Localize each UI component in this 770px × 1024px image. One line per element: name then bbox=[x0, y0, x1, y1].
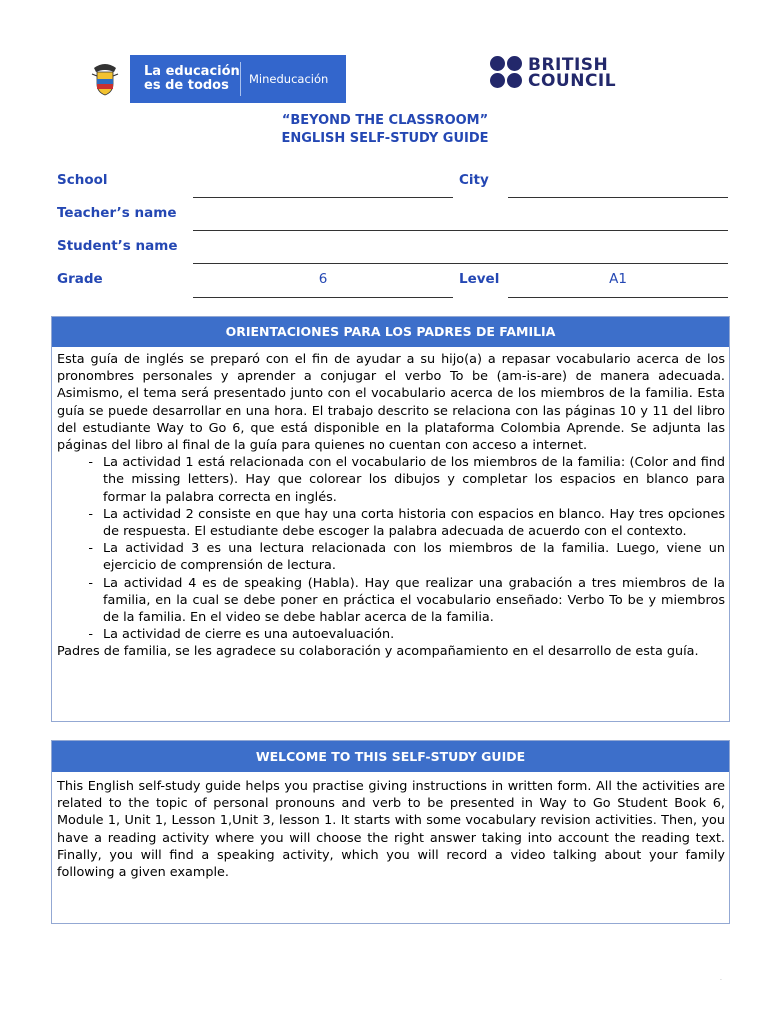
logo-divider bbox=[240, 62, 241, 96]
list-item: - La actividad 2 consiste en que hay una corta historia con espacios en blanco. Hay tres opciones de respuesta. El estudiante debe escoger la palabra adecuada de acuerdo con el contexto. bbox=[88, 506, 725, 540]
parents-closing: Padres de familia, se les agradece su colaboración y acompañamiento en el desarrollo de esta guía. bbox=[57, 644, 699, 660]
page-mark: . bbox=[720, 975, 722, 982]
list-item: - La actividad de cierre es una autoevaluación. bbox=[88, 627, 395, 643]
level-label: Level bbox=[459, 271, 500, 287]
doc-title-line-1: “BEYOND THE CLASSROOM” bbox=[281, 113, 489, 128]
british-council-dots-icon bbox=[490, 56, 522, 90]
welcome-heading: WELCOME TO THIS SELF-STUDY GUIDE bbox=[52, 741, 729, 772]
doc-title-line-2: ENGLISH SELF-STUDY GUIDE bbox=[281, 131, 489, 146]
bc-line-2: COUNCIL bbox=[528, 71, 617, 91]
city-label: City bbox=[459, 172, 489, 188]
grade-label: Grade bbox=[57, 271, 103, 287]
list-item: - La actividad 1 está relacionada con el vocabulario de los miembros de la familia: (Color and find the missing letters). Hay que colorear los dibujos y completar los espacios en blanco para formar la palabra correcta en inglés. bbox=[88, 455, 725, 505]
teacher-field[interactable] bbox=[193, 230, 728, 231]
level-field[interactable] bbox=[508, 297, 728, 298]
parents-heading: ORIENTACIONES PARA LOS PADRES DE FAMILIA bbox=[52, 317, 729, 347]
parents-body bbox=[52, 347, 729, 661]
grade-field[interactable] bbox=[193, 297, 453, 298]
student-field[interactable] bbox=[193, 263, 728, 264]
school-label: School bbox=[57, 172, 108, 188]
parents-section bbox=[51, 316, 730, 722]
logo-line-1: La educación bbox=[144, 64, 240, 79]
bc-line-1: BRITISH bbox=[528, 55, 609, 75]
parents-intro: Esta guía de inglés se preparó con el fin de ayudar a su hijo(a) a repasar vocabulario acerca de los pronombres personales y aprender a conjugar el verbo To be (am-is-are) de manera adecuada. Asimismo, el tema será presentado junto con el vocabulario acerca de los miembros de la familia. Esta guía se puede desarrollar en una hora. El trabajo descrito se relaciona con las páginas 10 y 11 del libro del estudiante Way to Go 6, que está disponible en la plataforma Colombia Aprende. Se adjunta las páginas del libro al final de la guía para quienes no cuentan con acceso a internet. bbox=[57, 352, 725, 454]
welcome-section bbox=[51, 740, 730, 924]
welcome-body: This English self-study guide helps you practise giving instructions in written form. All the activities are related to the topic of personal pronouns and verb to be presented in Way to Go Student Book 6, Module 1, Unit 1, Lesson 1,Unit 3, lesson 1. It starts with some vocabulary revision activities. Then, you have a reading activity where you will choose the right answer taking into account the reading text. Finally, you will find a speaking activity, which you will record a video talking about your family following a given example. bbox=[57, 779, 725, 881]
logo-line-2: es de todos bbox=[144, 78, 229, 93]
logo-subtitle: Mineducación bbox=[249, 72, 329, 86]
student-label: Student’s name bbox=[57, 238, 178, 254]
mineducacion-logo bbox=[80, 55, 346, 103]
school-field[interactable] bbox=[193, 197, 453, 198]
teacher-label: Teacher’s name bbox=[57, 205, 177, 221]
grade-value: 6 bbox=[318, 271, 328, 287]
list-item: - La actividad 3 es una lectura relacionada con los miembros de la familia. Luego, viene un ejercicio de comprensión de lectura. bbox=[88, 541, 725, 574]
british-council-logo bbox=[490, 56, 616, 90]
list-item: - La actividad 4 es de speaking (Habla). Hay que realizar una grabación a tres miembros de la familia, en la cual se debe poner en práctica el vocabulario enseñado: Verbo To be y miembros de la familia. En el video se debe hablar acerca de la familia. bbox=[88, 575, 725, 626]
colombia-crest-icon bbox=[80, 55, 130, 103]
city-field[interactable] bbox=[508, 197, 728, 198]
level-value: A1 bbox=[609, 271, 627, 287]
